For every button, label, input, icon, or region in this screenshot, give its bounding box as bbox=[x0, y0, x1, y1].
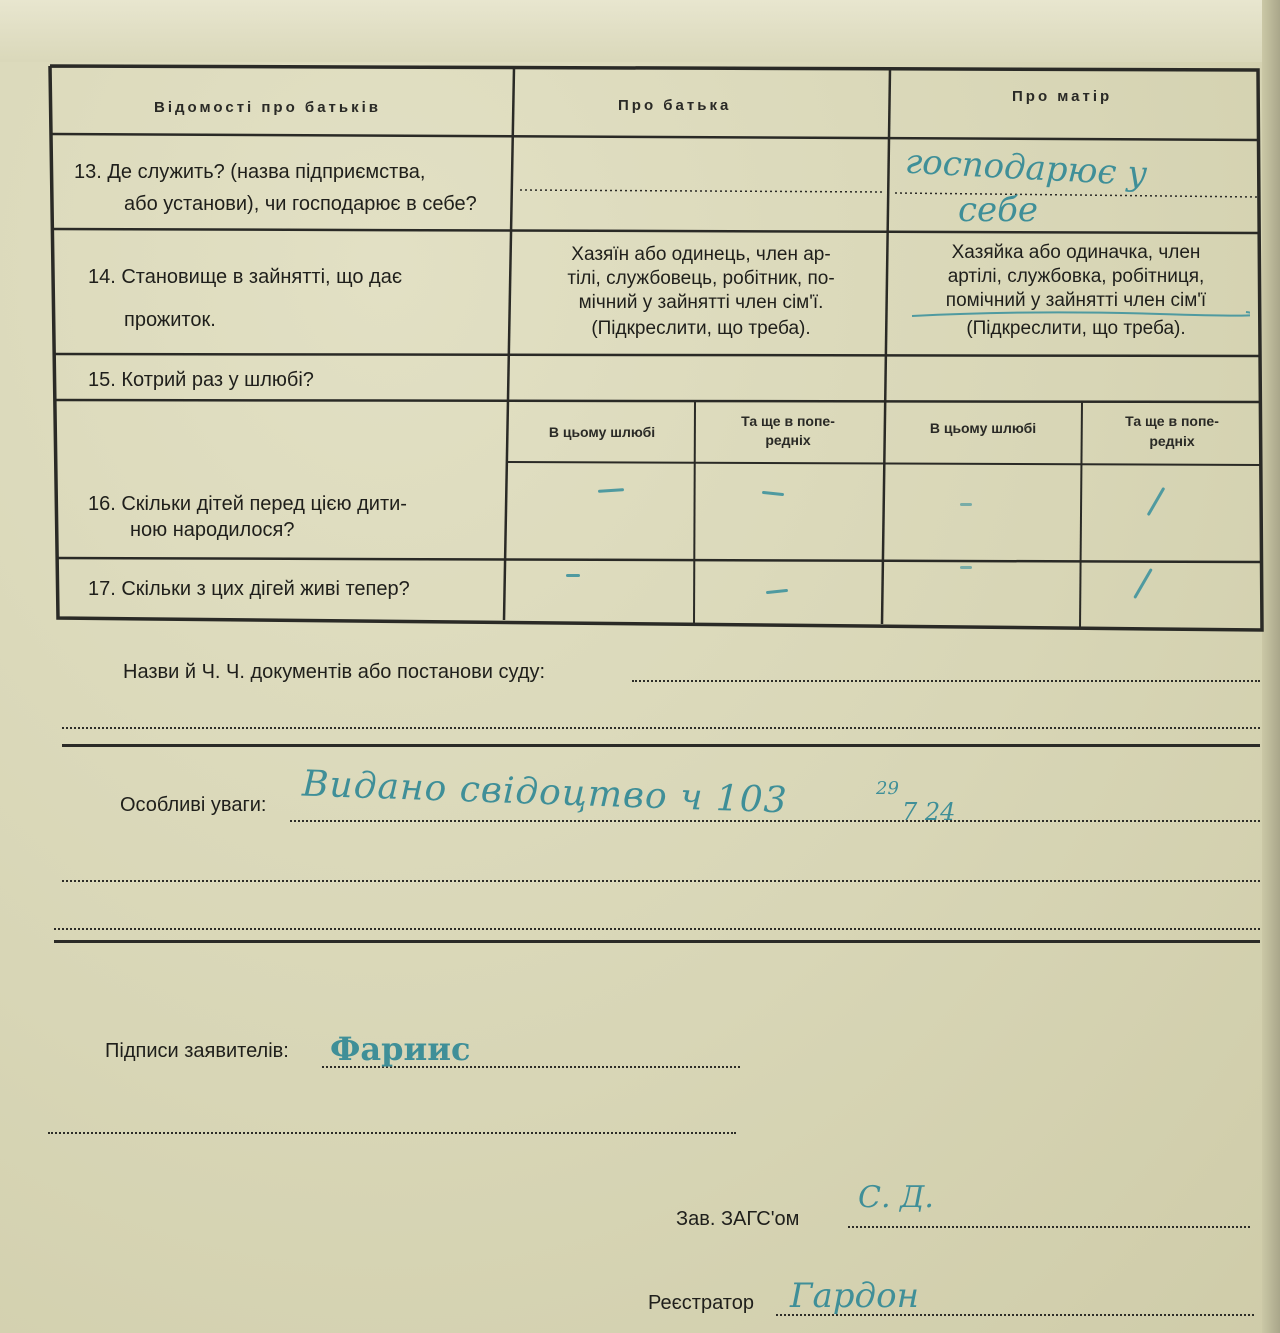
header-parent-info: Відомості про батьків bbox=[154, 99, 381, 116]
mother-status-option-2: артілі, службовка, робітниця, bbox=[947, 266, 1205, 287]
question-14-line1: 14. Становище в зайнятті, що дає bbox=[88, 266, 403, 288]
father-this-marriage-header: В цьому шлюбі bbox=[548, 424, 656, 440]
documents-line-2 bbox=[62, 727, 1260, 729]
remarks-date-bottom: 7 24 bbox=[902, 798, 956, 826]
signatures-line-2 bbox=[48, 1132, 736, 1134]
father-previous-header-2: редніх bbox=[765, 432, 811, 448]
zags-line bbox=[848, 1226, 1250, 1228]
documents-rule bbox=[62, 744, 1260, 747]
mother-status-option-3: помічний у зайнятті член сім'ї bbox=[945, 290, 1207, 311]
zags-head-signature: С. Д. bbox=[858, 1180, 934, 1215]
remarks-rule bbox=[54, 940, 1260, 943]
question-16-line1: 16. Скільки дітей перед цією дити- bbox=[88, 493, 407, 515]
mother-children-this-marriage-dash bbox=[960, 503, 972, 506]
mother-this-marriage-header: В цьому шлюбі bbox=[929, 420, 1037, 436]
remarks-line-2 bbox=[62, 880, 1260, 882]
documents-label: Назви й Ч. Ч. документів або постанови суду: bbox=[123, 661, 546, 683]
father-status-option-1: Хазяїн або одинець, член ар- bbox=[571, 244, 831, 265]
header-about-father: Про батька bbox=[618, 97, 732, 114]
registrar-signature: Гардон bbox=[790, 1276, 919, 1316]
question-17: 17. Скільки з цих дігей живі тепер? bbox=[88, 578, 410, 600]
father-previous-header-1: Та ще в попе- bbox=[741, 413, 835, 429]
father-status-instruction: (Підкреслити, що треба). bbox=[591, 318, 811, 339]
applicant-signature: Фариис bbox=[330, 1030, 471, 1068]
mother-living-this-marriage-dash bbox=[960, 566, 972, 569]
mother-status-option-1: Хазяйка або одиначка, член bbox=[951, 242, 1201, 263]
mother-employment-handwritten: господарює у bbox=[904, 141, 1149, 195]
zags-head-label: Зав. ЗАГС'ом bbox=[676, 1208, 800, 1230]
father-living-this-marriage-dash bbox=[566, 574, 580, 577]
mother-employment-handwritten-2: себе bbox=[958, 190, 1039, 230]
remarks-date-top: 29 bbox=[876, 778, 899, 799]
question-14-line2: прожиток. bbox=[124, 309, 216, 331]
mother-status-underline bbox=[910, 308, 1250, 328]
father-status-option-3: мічний у зайнятті член сім'ї. bbox=[578, 292, 824, 313]
remarks-line-3 bbox=[54, 928, 1260, 930]
registrar-label: Реєстратор bbox=[648, 1292, 754, 1314]
mother-status-instruction: (Підкреслити, що треба). bbox=[966, 318, 1186, 339]
header-about-mother: Про матір bbox=[1012, 88, 1113, 105]
question-15: 15. Котрий раз у шлюбі? bbox=[88, 369, 314, 391]
remarks-handwritten: Видано свідоцтво ч 103 bbox=[301, 763, 789, 822]
mother-previous-header-1: Та ще в попе- bbox=[1125, 413, 1219, 429]
remarks-label: Особливі уваги: bbox=[120, 794, 267, 816]
question-13-line1: 13. Де служить? (назва підприємства, bbox=[74, 161, 426, 183]
father-status-option-2: тілі, службовець, робітник, по- bbox=[567, 268, 835, 289]
documents-line-1 bbox=[632, 680, 1260, 682]
mother-previous-header-2: редніх bbox=[1149, 433, 1195, 449]
question-13-line2: або установи), чи господарює в себе? bbox=[124, 193, 477, 215]
question-16-line2: ною народилося? bbox=[130, 519, 295, 541]
signatures-label: Підписи заявителів: bbox=[105, 1040, 289, 1062]
